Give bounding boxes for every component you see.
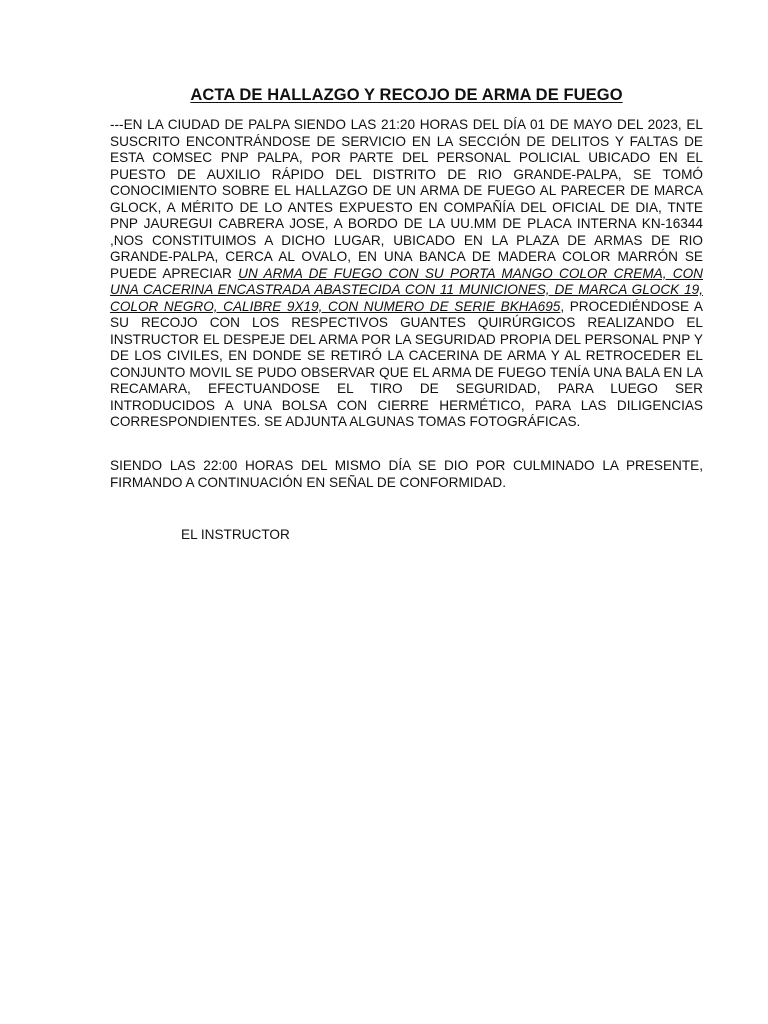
paragraph-report: [110, 117, 703, 431]
paragraph-closing: SIENDO LAS 22:00 HORAS DEL MISMO DÍA SE DIO POR CULMINADO LA PRESENTE, FIRMANDO A CONTINUACIÓN EN SEÑAL DE CONFORMIDAD.: [110, 458, 703, 490]
paragraph-report-procedure: , PROCEDIÉNDOSE A SU RECOJO CON LOS RESPECTIVOS GUANTES QUIRÚRGICOS REALIZANDO EL INSTRUCTOR EL DESPEJE DEL ARMA POR LA SEGURIDAD PROPIA DEL PERSONAL PNP Y DE LOS CIVILES, EN DONDE SE RETIRÓ LA CACERINA DE ARMA Y AL RETROCEDER EL CONJUNTO MOVIL SE PUDO OBSERVAR QUE EL ARMA DE FUEGO TENÍA UNA BALA EN LA RECAMARA, EFECTUANDOSE EL TIRO DE SEGURIDAD, PARA LUEGO SER INTRODUCIDOS A UNA BOLSA CON CIERRE HERMÉTICO, PARA LAS DILIGENCIAS CORRESPONDIENTES. SE ADJUNTA ALGUNAS TOMAS FOTOGRÁFICAS.: [110, 298, 703, 429]
signature-label: EL INSTRUCTOR: [181, 527, 290, 542]
weapon-description: UN ARMA DE FUEGO CON SU PORTA MANGO COLOR CREMA, CON UNA CACERINA ENCASTRADA ABASTECIDA CON 11 MUNICIONES, DE MARCA GLOCK 19, COLOR NEGRO, CALIBRE 9X19, CON NUMERO DE SERIE BKHA695: [110, 265, 703, 314]
paragraph-report-intro: ---EN LA CIUDAD DE PALPA SIENDO LAS 21:20 HORAS DEL DÍA 01 DE MAYO DEL 2023, EL SUSCRITO ENCONTRÁNDOSE DE SERVICIO EN LA SECCIÓN DE DELITOS Y FALTAS DE ESTA COMSEC PNP PALPA, POR PARTE DEL PERSONAL POLICIAL UBICADO EN EL PUESTO DE AUXILIO RÁPIDO DEL DISTRITO DE RIO GRANDE-PALPA, SE TOMÓ CONOCIMIENTO SOBRE EL HALLAZGO DE UN ARMA DE FUEGO AL PARECER DE MARCA GLOCK, A MÉRITO DE LO ANTES EXPUESTO EN COMPAÑÍA DEL OFICIAL DE DIA, TNTE PNP JAUREGUI CABRERA JOSE, A BORDO DE LA UU.MM DE PLACA INTERNA KN-16344 ,NOS CONSTITUIMOS A DICHO LUGAR, UBICADO EN LA PLAZA DE ARMAS DE RIO GRANDE-PALPA, CERCA AL OVALO, EN UNA BANCA DE MADERA COLOR MARRÓN SE PUEDE APRECIAR: [110, 117, 703, 281]
document-title: ACTA DE HALLAZGO Y RECOJO DE ARMA DE FUEGO: [190, 86, 623, 104]
